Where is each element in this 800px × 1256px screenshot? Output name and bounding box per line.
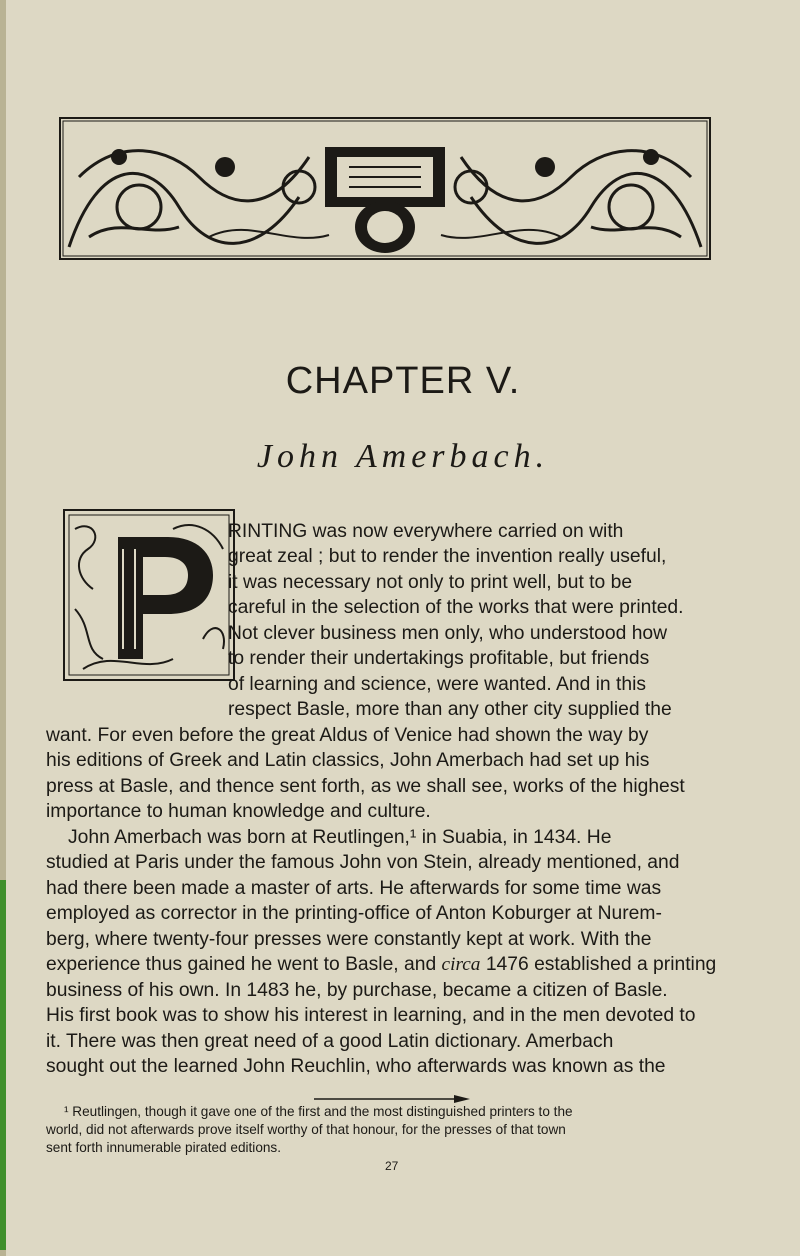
footnote-rule bbox=[314, 1090, 482, 1098]
body-line: importance to human knowledge and culture. bbox=[46, 801, 431, 822]
body-line: berg, where twenty-four presses were constantly kept at work. With the bbox=[46, 929, 652, 950]
body-line: Not clever business men only, who understood how bbox=[228, 623, 668, 644]
body-line: RINTING was now everywhere carried on with bbox=[228, 521, 624, 542]
body-line: respect Basle, more than any other city supplied the bbox=[228, 699, 672, 720]
body-line: to render their undertakings profitable, but friends bbox=[228, 648, 650, 669]
body-line: had there been made a master of arts. He afterwards for some time was bbox=[46, 878, 662, 899]
body-line-part: 1476 established a printing bbox=[485, 954, 717, 975]
footnote-line: ¹ Reutlingen, though it gave one of the first and the most distinguished printers to the bbox=[64, 1104, 573, 1119]
body-line-with-italic bbox=[46, 953, 716, 977]
body-line: employed as corrector in the printing-office of Anton Koburger at Nurem- bbox=[46, 903, 662, 924]
body-line: of learning and science, were wanted. And in this bbox=[228, 674, 647, 695]
italic-circa: circa bbox=[441, 954, 481, 975]
body-line: His first book was to show his interest in learning, and in the men devoted to bbox=[46, 1005, 696, 1026]
body-line: his editions of Greek and Latin classics, John Amerbach had set up his bbox=[46, 750, 650, 771]
body-line-part: experience thus gained he went to Basle, and bbox=[46, 954, 437, 975]
ornamental-headpiece bbox=[59, 117, 711, 260]
chapter-heading: CHAPTER V. bbox=[285, 360, 521, 402]
body-line: want. For even before the great Aldus of Venice had shown the way by bbox=[46, 725, 649, 746]
footnote-line: world, did not afterwards prove itself worthy of that honour, for the presses of that town bbox=[46, 1122, 566, 1137]
body-line: it. There was then great need of a good Latin dictionary. Amerbach bbox=[46, 1031, 614, 1052]
body-line: business of his own. In 1483 he, by purchase, became a citizen of Basle. bbox=[46, 980, 668, 1001]
body-line: great zeal ; but to render the invention really useful, bbox=[228, 546, 667, 567]
body-line: sought out the learned John Reuchlin, who afterwards was known as the bbox=[46, 1056, 666, 1077]
body-line: it was necessary not only to print well, but to be bbox=[228, 572, 633, 593]
body-line: press at Basle, and thence sent forth, as we shall see, works of the highest bbox=[46, 776, 685, 797]
decorated-initial-p bbox=[63, 509, 235, 681]
chapter-subtitle: John Amerbach. bbox=[256, 438, 550, 475]
footnote-line: sent forth innumerable pirated editions. bbox=[46, 1140, 282, 1155]
body-line: studied at Paris under the famous John von Stein, already mentioned, and bbox=[46, 852, 680, 873]
body-line: John Amerbach was born at Reutlingen,¹ in Suabia, in 1434. He bbox=[68, 827, 612, 848]
body-line: careful in the selection of the works that were printed. bbox=[228, 597, 684, 618]
book-page bbox=[6, 0, 800, 1256]
page-number: 27 bbox=[385, 1159, 399, 1173]
